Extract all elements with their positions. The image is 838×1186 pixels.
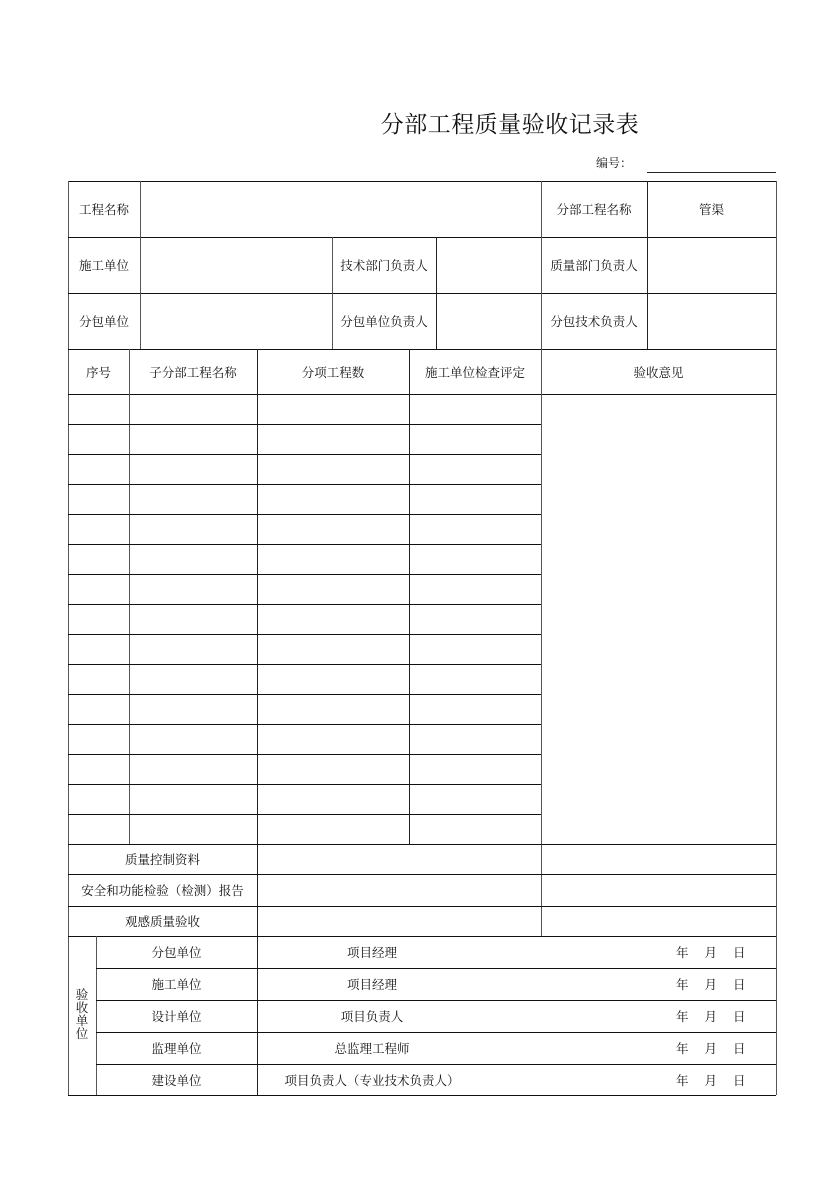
quality-lead-label: 质量部门负责人: [550, 258, 638, 273]
subsection-name-field[interactable]: 管渠: [698, 202, 724, 217]
project-name-field[interactable]: [140, 181, 541, 237]
cell-sub-division[interactable]: [129, 394, 257, 424]
signature-field[interactable]: [487, 1064, 667, 1095]
cell-sub-division[interactable]: [129, 754, 257, 784]
sub-lead-label: 分包单位负责人: [340, 314, 428, 329]
cell-index[interactable]: [68, 694, 129, 724]
cell-index[interactable]: [68, 574, 129, 604]
cell-index[interactable]: [68, 754, 129, 784]
cell-sub-division[interactable]: [129, 454, 257, 484]
signature-date[interactable]: [660, 1000, 760, 1032]
cell-sub-division[interactable]: [129, 664, 257, 694]
quality-lead-field[interactable]: [647, 237, 776, 293]
constructor-label: 施工单位: [78, 258, 129, 273]
acceptance-group-label: 验收单位: [75, 987, 89, 1041]
cell-self-check[interactable]: [409, 514, 541, 544]
date-day-label: 日: [733, 977, 746, 992]
cell-item-count[interactable]: [257, 724, 409, 754]
cell-item-count[interactable]: [257, 574, 409, 604]
date-day-label: 日: [733, 1009, 746, 1024]
cell-index[interactable]: [68, 634, 129, 664]
summary-safety-report-opinion[interactable]: [541, 874, 776, 906]
cell-index[interactable]: [68, 454, 129, 484]
summary-quality-control-field[interactable]: [257, 844, 541, 874]
signature-unit-label: 建设单位: [151, 1072, 202, 1088]
signature-unit-label: 设计单位: [151, 1009, 202, 1024]
cell-index[interactable]: [68, 514, 129, 544]
date-month-label: 月: [704, 1009, 718, 1024]
date-month-label: 月: [704, 1041, 718, 1056]
cell-sub-division[interactable]: [129, 814, 257, 844]
constructor-field[interactable]: [140, 237, 332, 293]
cell-index[interactable]: [68, 814, 129, 844]
cell-self-check[interactable]: [409, 724, 541, 754]
acceptance-opinion-field[interactable]: [541, 394, 776, 844]
cell-item-count[interactable]: [257, 604, 409, 634]
signature-role-label: 总监理工程师: [334, 1041, 410, 1056]
cell-self-check[interactable]: [409, 424, 541, 454]
summary-appearance-opinion[interactable]: [541, 906, 776, 936]
tech-lead-field[interactable]: [436, 237, 541, 293]
cell-index[interactable]: [68, 724, 129, 754]
cell-item-count[interactable]: [257, 754, 409, 784]
date-year-label: 年: [676, 977, 689, 992]
column-header-index: 序号: [85, 364, 111, 380]
cell-sub-division[interactable]: [129, 514, 257, 544]
summary-safety-report-label: 安全和功能检验（检测）报告: [81, 883, 244, 898]
table-border-bottom: [68, 1095, 776, 1096]
subcontractor-label: 分包单位: [78, 314, 129, 329]
cell-sub-division[interactable]: [129, 604, 257, 634]
column-header-acceptance-opinion: 验收意见: [633, 364, 684, 380]
cell-self-check[interactable]: [409, 394, 541, 424]
signature-role-label: 项目负责人: [340, 1009, 404, 1024]
document-title: 分部工程质量验收记录表: [380, 112, 640, 138]
cell-self-check[interactable]: [409, 754, 541, 784]
cell-self-check[interactable]: [409, 664, 541, 694]
signature-role-label: 项目经理: [346, 977, 397, 992]
cell-self-check[interactable]: [409, 634, 541, 664]
signature-field[interactable]: [487, 936, 667, 968]
project-name-label: 工程名称: [78, 202, 129, 217]
cell-self-check[interactable]: [409, 574, 541, 604]
cell-item-count[interactable]: [257, 514, 409, 544]
cell-item-count[interactable]: [257, 814, 409, 844]
signature-field[interactable]: [487, 1000, 667, 1032]
signature-date[interactable]: [660, 968, 760, 1000]
date-year-label: 年: [676, 1041, 689, 1056]
cell-item-count[interactable]: [257, 394, 409, 424]
cell-sub-division[interactable]: [129, 634, 257, 664]
summary-quality-control-opinion[interactable]: [541, 844, 776, 874]
cell-index[interactable]: [68, 784, 129, 814]
column-header-self-check: 施工单位检查评定: [424, 364, 525, 380]
date-year-label: 年: [676, 1009, 689, 1024]
cell-self-check[interactable]: [409, 694, 541, 724]
cell-self-check[interactable]: [409, 454, 541, 484]
cell-index[interactable]: [68, 604, 129, 634]
date-month-label: 月: [704, 977, 718, 992]
signature-date[interactable]: [660, 936, 760, 968]
date-month-label: 月: [704, 945, 718, 960]
date-month-label: 月: [704, 1072, 718, 1088]
date-day-label: 日: [733, 945, 746, 960]
cell-item-count[interactable]: [257, 664, 409, 694]
cell-self-check[interactable]: [409, 604, 541, 634]
sub-lead-field[interactable]: [436, 293, 541, 349]
signature-date[interactable]: [660, 1032, 760, 1064]
cell-index[interactable]: [68, 424, 129, 454]
cell-index[interactable]: [68, 664, 129, 694]
date-day-label: 日: [733, 1072, 746, 1088]
number-label: 编号：: [596, 156, 633, 170]
subcontractor-field[interactable]: [140, 293, 332, 349]
cell-item-count[interactable]: [257, 784, 409, 814]
cell-self-check[interactable]: [409, 484, 541, 514]
cell-item-count[interactable]: [257, 694, 409, 724]
cell-sub-division[interactable]: [129, 694, 257, 724]
cell-sub-division[interactable]: [129, 784, 257, 814]
subsection-name-label: 分部工程名称: [556, 202, 632, 217]
cell-item-count[interactable]: [257, 454, 409, 484]
cell-sub-division[interactable]: [129, 424, 257, 454]
number-field[interactable]: [647, 172, 776, 173]
summary-appearance-label: 观感质量验收: [124, 914, 200, 929]
summary-appearance-field[interactable]: [257, 906, 541, 936]
signature-unit-label: 分包单位: [151, 945, 202, 960]
sub-tech-lead-label: 分包技术负责人: [550, 314, 638, 329]
cell-self-check[interactable]: [409, 544, 541, 574]
cell-sub-division[interactable]: [129, 574, 257, 604]
cell-self-check[interactable]: [409, 814, 541, 844]
signature-date[interactable]: [660, 1064, 760, 1095]
cell-item-count[interactable]: [257, 544, 409, 574]
date-year-label: 年: [676, 1072, 689, 1088]
signature-unit-label: 施工单位: [151, 977, 202, 992]
signature-field[interactable]: [487, 968, 667, 1000]
signature-unit-label: 监理单位: [151, 1041, 202, 1056]
column-header-item-count: 分项工程数: [301, 364, 365, 380]
cell-item-count[interactable]: [257, 634, 409, 664]
date-year-label: 年: [676, 945, 689, 960]
cell-index[interactable]: [68, 394, 129, 424]
cell-sub-division[interactable]: [129, 544, 257, 574]
cell-item-count[interactable]: [257, 424, 409, 454]
signature-field[interactable]: [487, 1032, 667, 1064]
cell-item-count[interactable]: [257, 484, 409, 514]
tech-lead-label: 技术部门负责人: [340, 258, 428, 273]
signature-role-label: 项目经理: [346, 945, 397, 960]
cell-sub-division[interactable]: [129, 484, 257, 514]
cell-index[interactable]: [68, 544, 129, 574]
cell-self-check[interactable]: [409, 784, 541, 814]
date-day-label: 日: [733, 1041, 746, 1056]
cell-sub-division[interactable]: [129, 724, 257, 754]
cell-index[interactable]: [68, 484, 129, 514]
table-border-right: [776, 181, 777, 1095]
column-header-sub-division: 子分部工程名称: [149, 364, 237, 380]
signature-role-label: 项目负责人（专业技术负责人）: [284, 1072, 460, 1088]
summary-quality-control-label: 质量控制资料: [124, 852, 200, 867]
summary-safety-report-field[interactable]: [257, 874, 541, 906]
sub-tech-lead-field[interactable]: [647, 293, 776, 349]
